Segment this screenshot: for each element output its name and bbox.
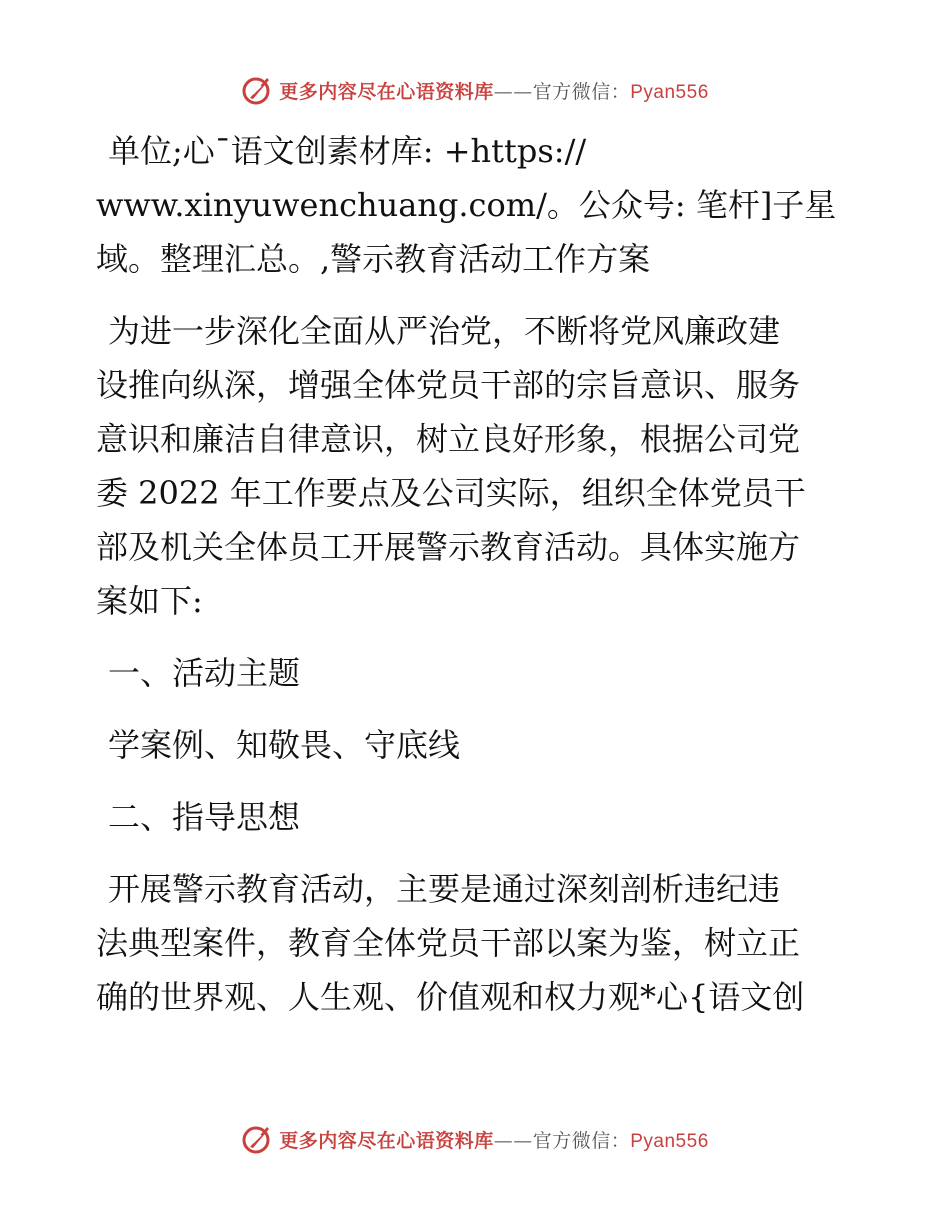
paragraph-intro — [96, 124, 856, 286]
banner-wechat-label: 官方微信： — [532, 80, 631, 103]
banner-red-text: 更多内容尽在心语资料库 — [279, 1129, 494, 1152]
text-line: 法典型案件，教育全体党员干部以案为鉴，树立正 — [96, 924, 801, 962]
banner-wechat-label: 官方微信： — [532, 1129, 631, 1152]
text-line: 确的世界观、人生观、价值观和权力观*心{语文创 — [96, 978, 805, 1016]
text-line: 委 2022 年工作要点及公司实际，组织全体党员干 — [96, 474, 806, 512]
text-line: 域。整理汇总。,警示教育活动工作方案 — [96, 240, 651, 278]
banner-wechat-id: Pyan556 — [630, 81, 709, 103]
text-line: 案如下: — [96, 582, 203, 620]
banner-dash: —— — [493, 1129, 533, 1152]
header-banner — [0, 70, 950, 110]
text-line: 为进一步深化全面从严治党，不断将党风廉政建 — [108, 312, 781, 350]
document-body — [96, 124, 856, 1024]
text-line: 部及机关全体员工开展警示教育活动。具体实施方 — [96, 528, 801, 566]
text-line: www.xinyuwenchuang.com/。公众号: 笔杆]子星 — [96, 186, 837, 224]
text-line: 开展警示教育活动，主要是通过深刻剖析违纪违 — [108, 870, 781, 908]
banner-dash: —— — [493, 80, 533, 103]
feather-logo-icon — [241, 74, 273, 106]
banner-wechat-id: Pyan556 — [630, 1130, 709, 1152]
feather-logo-icon — [241, 1123, 273, 1155]
section-heading-guidance: 二、指导思想 — [108, 798, 301, 836]
footer-banner — [0, 1119, 950, 1159]
banner-text — [279, 77, 709, 104]
text-line: 设推向纵深，增强全体党员干部的宗旨意识、服务 — [96, 366, 801, 404]
text-line: 单位;心¯语文创素材库: +https:// — [108, 132, 587, 170]
theme-text: 学案例、知敬畏、守底线 — [108, 726, 461, 764]
section-heading-theme: 一、活动主题 — [108, 654, 301, 692]
banner-text — [279, 1126, 709, 1153]
paragraph-guidance — [96, 862, 856, 1024]
text-line: 意识和廉洁自律意识，树立良好形象，根据公司党 — [96, 420, 801, 458]
paragraph-purpose — [96, 304, 856, 628]
banner-red-text: 更多内容尽在心语资料库 — [279, 80, 494, 103]
